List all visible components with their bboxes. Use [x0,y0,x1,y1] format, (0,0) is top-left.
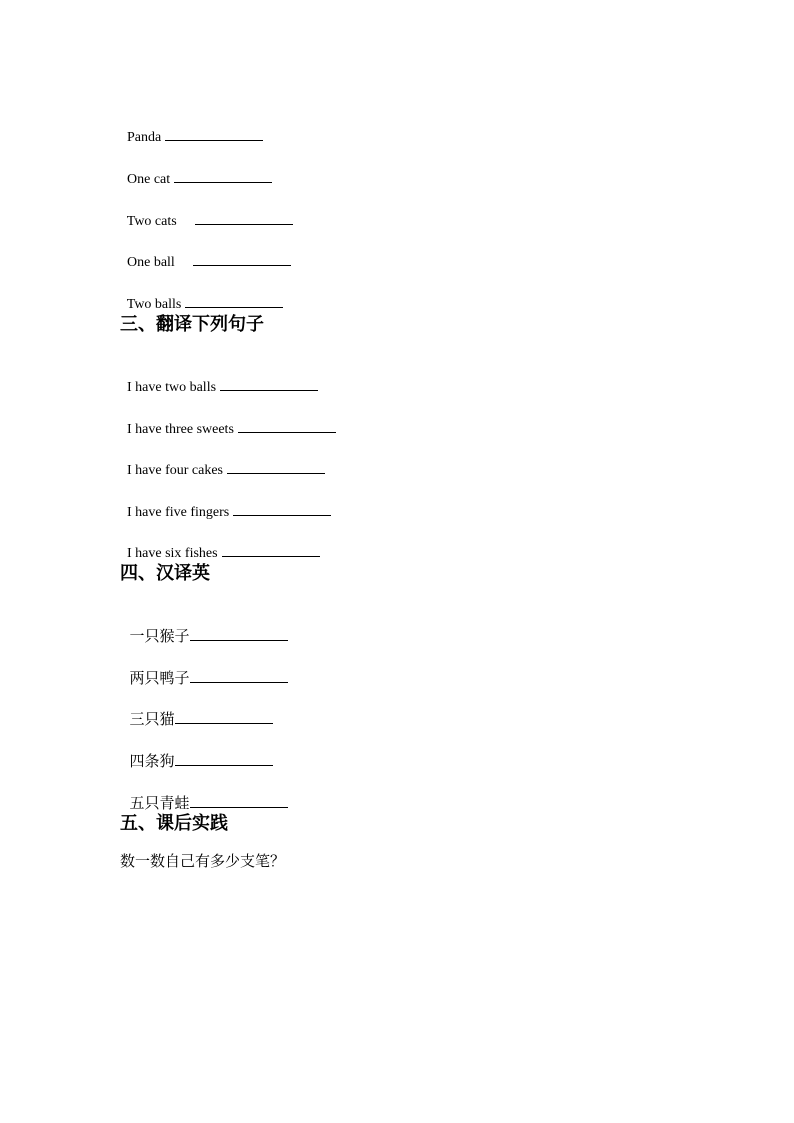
word-text: One ball [127,255,175,270]
word-text: Two balls [126,297,182,312]
answer-blank[interactable] [227,461,325,474]
answer-blank[interactable] [222,544,320,557]
sentence-item [120,360,318,397]
phrase-item [120,609,288,645]
sentence-text: I have two balls [127,380,217,395]
section-heading: 三、翻译下列句子 [120,314,264,335]
answer-blank[interactable] [165,128,263,141]
phrase-text: 四条狗 [129,752,175,770]
phrase-item [120,651,288,687]
sentence-text: I have five fingers [127,505,230,520]
answer-blank[interactable] [195,212,293,225]
sentence-item [120,485,331,522]
phrase-text: 两只鸭子 [129,669,190,687]
phrase-item [120,776,288,812]
word-item [120,277,283,314]
word-item [120,110,263,147]
sentence-item [120,526,320,563]
answer-blank[interactable] [190,795,288,808]
answer-blank[interactable] [238,420,336,433]
section-heading: 四、汉译英 [120,563,210,584]
phrase-item [120,734,273,770]
answer-blank[interactable] [233,503,331,516]
word-item [120,194,293,231]
phrase-text: 一只猴子 [129,627,190,645]
word-text: Panda [127,130,162,145]
word-item [120,152,272,189]
sentence-text: I have four cakes [127,463,224,478]
phrase-text: 五只青蛙 [129,794,190,812]
answer-blank[interactable] [193,253,291,266]
sentence-item [120,402,336,439]
sentence-item [120,443,325,480]
answer-blank[interactable] [190,628,288,641]
answer-blank[interactable] [175,753,273,766]
answer-blank[interactable] [185,295,283,308]
word-item [120,235,291,272]
sentence-text: I have three sweets [127,422,234,437]
word-text: One cat [127,172,171,187]
phrase-item [120,692,273,728]
answer-blank[interactable] [190,670,288,683]
practice-prompt: 数一数自己有多少支笔？ [120,852,286,870]
answer-blank[interactable] [175,711,273,724]
sentence-text: I have six fishes [127,546,218,561]
answer-blank[interactable] [220,378,318,391]
word-text: Two cats [126,214,177,229]
section-heading: 五、课后实践 [120,813,228,834]
answer-blank[interactable] [174,170,272,183]
phrase-text: 三只猫 [129,710,175,728]
